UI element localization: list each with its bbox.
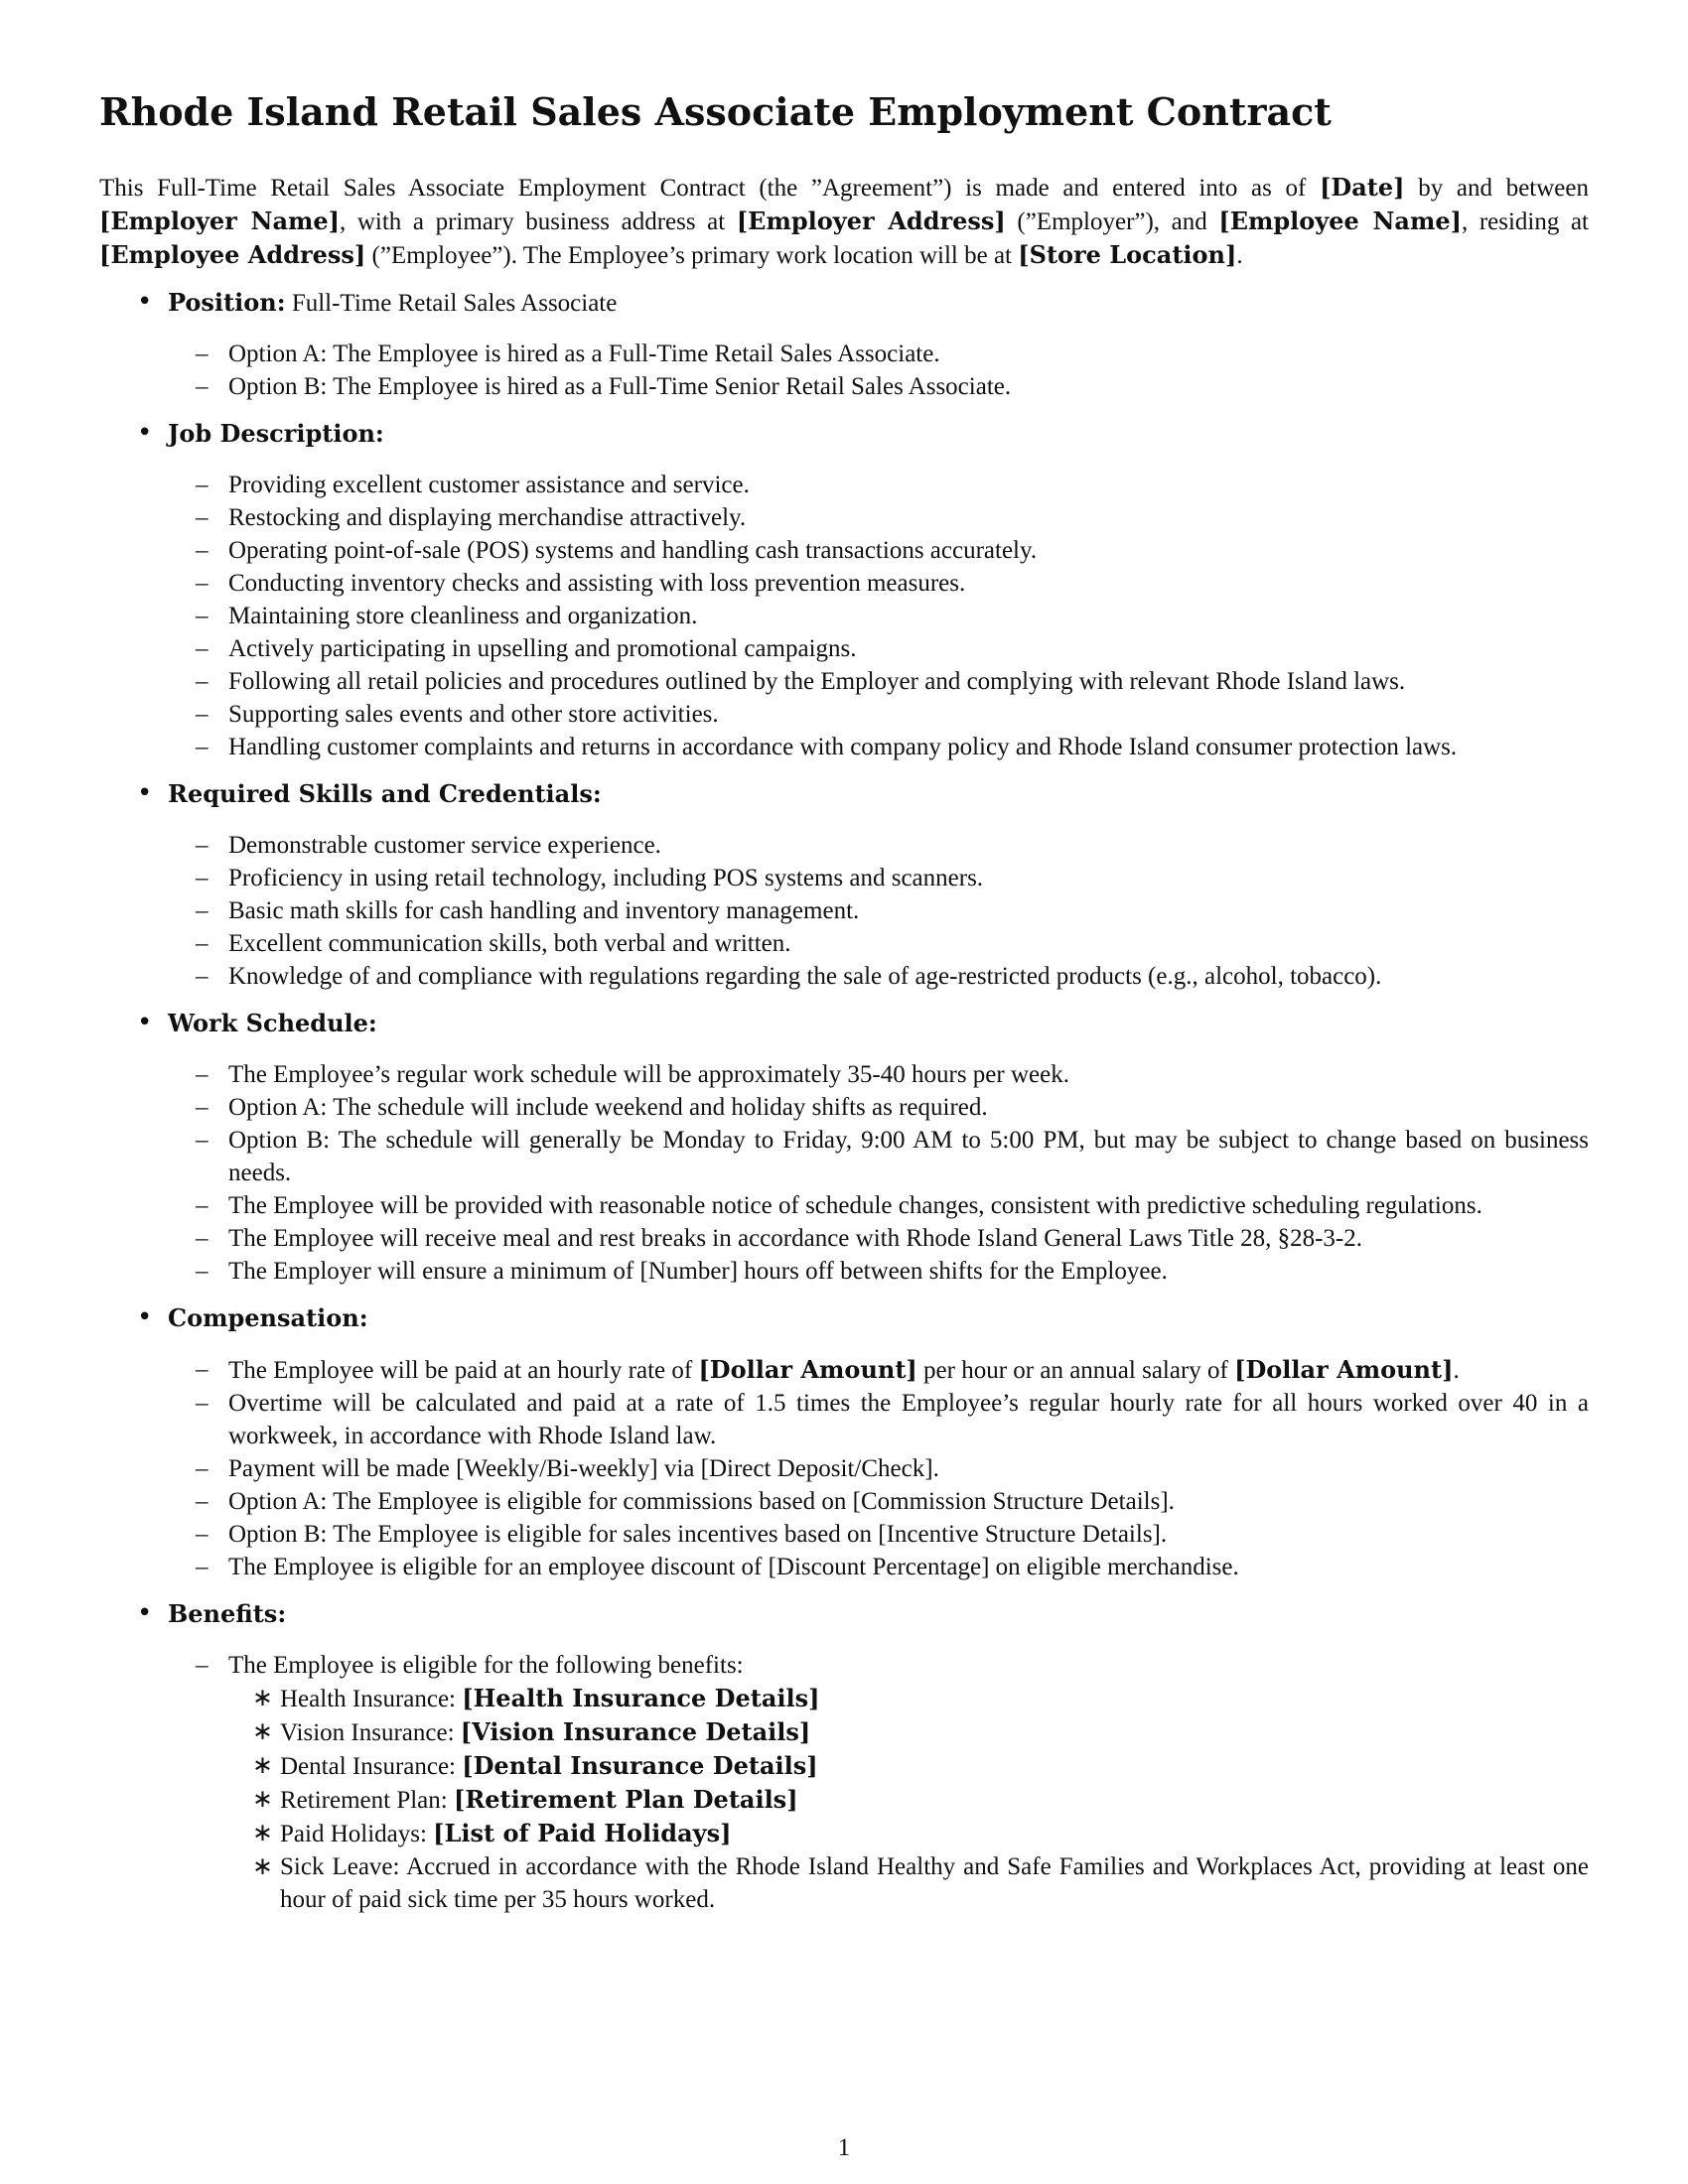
list-item: – The Employer will ensure a minimum of [Number] hours off between shifts for the Employee. [196,1257,1168,1285]
position-value: Full-Time Retail Sales Associate [285,289,618,317]
asterisk-icon: ∗ [252,1717,273,1745]
list-item: – Excellent communication skills, both verbal and written. [196,929,791,957]
section-position [99,286,1589,403]
list-item: – The Employee will be provided with reasonable notice of schedule changes, consistent with predictive scheduling regulations. [196,1191,1482,1219]
list-item: – Basic math skills for cash handling and inventory management. [196,896,860,924]
section-work-schedule [99,1007,1589,1288]
benefit-item: ∗ Paid Holidays: [List of Paid Holidays] [252,1818,732,1847]
list-item: – Option A: The schedule will include weekend and holiday shifts as required. [196,1093,988,1121]
section-heading: Benefits: [168,1598,287,1628]
employer-name-placeholder: [Employer Name] [99,205,341,235]
store-location-placeholder: [Store Location] [1018,239,1237,269]
list-item: – Providing excellent customer assistance and service. [196,471,750,498]
employee-name-placeholder: [Employee Name] [1218,205,1462,235]
list-item: – Option B: The schedule will generally be Monday to Friday, 9:00 AM to 5:00 PM, but may be subject to change based on business needs. [196,1126,1589,1186]
bullet-icon: • [137,1301,153,1332]
job-description-list [168,469,1589,763]
list-item: – Demonstrable customer service experience. [196,831,661,859]
bullet-icon: • [137,286,153,317]
compensation-list [168,1353,1589,1583]
list-item: – The Employee’s regular work schedule will be approximately 35-40 hours per week. [196,1060,1069,1088]
bullet-icon: • [137,417,153,448]
section-heading: Required Skills and Credentials: [168,778,602,808]
document-title: Rhode Island Retail Sales Associate Employment Contract [99,89,1332,134]
bullet-icon: • [137,1007,153,1037]
section-benefits [99,1597,1589,1916]
list-item: – The Employee is eligible for the following benefits: ∗ Health Insurance: [Health Insurance Details] ∗ Vision Insurance: [Vision Insurance Details] ∗ Dental Insurance: [Dental Insurance Details] ∗ Retirement Plan: [Retirement Plan Details] ∗ Paid Holidays: [List of Paid Holidays] ∗ Sick Leave: Accrued in accordance with the Rhode Island Healthy and Safe Families and Workplaces Act, providing at least one hour of paid sick time per 35 hours worked. [168,1649,1589,1916]
employee-address-placeholder: [Employee Address] [99,239,366,269]
list-item: – Payment will be made [Weekly/Bi-weekly] via [Direct Deposit/Check]. [196,1454,939,1482]
benefit-item: ∗ Vision Insurance: [Vision Insurance Details] [252,1716,811,1746]
section-compensation [99,1301,1589,1583]
asterisk-icon: ∗ [252,1819,273,1846]
hourly-rate-placeholder: [Dollar Amount] [698,1354,917,1384]
section-heading: Job Description: [168,418,384,448]
list-item: – Option B: The Employee is eligible for sales incentives based on [Incentive Structure Details]. [196,1520,1168,1548]
section-heading: Compensation: [168,1302,368,1332]
list-item: – Option B: The Employee is hired as a Full-Time Senior Retail Sales Associate. [196,372,1012,400]
list-item: – Conducting inventory checks and assisting with loss prevention measures. [196,569,966,597]
list-item: – The Employee will be paid at an hourly rate of [Dollar Amount] per hour or an annual salary of [Dollar Amount]. [196,1354,1460,1384]
list-item: – Operating point-of-sale (POS) systems and handling cash transactions accurately. [196,536,1038,564]
list-item: – Following all retail policies and procedures outlined by the Employer and complying with relevant Rhode Island laws. [196,667,1406,695]
asterisk-icon: ∗ [252,1751,273,1779]
section-heading: Position: [168,287,286,317]
contract-sections [99,286,1589,1916]
list-item: – The Employee will receive meal and rest breaks in accordance with Rhode Island General Laws Title 28, §28-3-2. [196,1224,1362,1252]
intro-paragraph: This Full-Time Retail Sales Associate Employment Contract (the ”Agreement”) is made and entered into as of [Date] by and between [Employer Name], with a primary business address at [Employer Address] (”Employer”), and [Employee Name], residing at [Employee Address] (”Employee”). The Employee’s primary work location will be at [Store Location]. [99,172,1589,269]
page-number: 1 [837,2134,851,2161]
list-item: – Restocking and displaying merchandise attractively. [196,503,747,531]
benefit-item: ∗ Dental Insurance: [Dental Insurance Details] [252,1750,818,1780]
list-item: – Overtime will be calculated and paid at a rate of 1.5 times the Employee’s regular hourly rate for all hours worked over 40 in a workweek, in accordance with Rhode Island law. [196,1389,1589,1449]
employer-address-placeholder: [Employer Address] [736,205,1006,235]
annual-salary-placeholder: [Dollar Amount] [1234,1354,1454,1384]
list-item: – Actively participating in upselling and promotional campaigns. [196,634,857,662]
bullet-icon: • [137,1597,153,1628]
benefit-item: ∗ Health Insurance: [Health Insurance Details] [252,1683,820,1712]
section-required-skills [99,777,1589,993]
asterisk-icon: ∗ [252,1852,273,1880]
document-page [99,89,1589,1930]
benefits-sublist [228,1682,1589,1916]
position-options [168,338,1589,403]
benefit-item: ∗ Retirement Plan: [Retirement Plan Details] [252,1784,798,1814]
section-job-description [99,417,1589,763]
list-item: – Knowledge of and compliance with regulations regarding the sale of age-restricted products (e.g., alcohol, tobacco). [196,962,1382,990]
list-item: – Supporting sales events and other store activities. [196,700,719,728]
schedule-list [168,1058,1589,1288]
benefits-list [168,1649,1589,1916]
asterisk-icon: ∗ [252,1684,273,1711]
list-item: – The Employee is eligible for an employee discount of [Discount Percentage] on eligible merchandise. [196,1553,1239,1580]
list-item: – Option A: The Employee is eligible for commissions based on [Commission Structure Details]. [196,1487,1175,1515]
list-item: – Option A: The Employee is hired as a Full-Time Retail Sales Associate. [196,340,940,367]
list-item: – Maintaining store cleanliness and organization. [196,602,698,629]
list-item: – Handling customer complaints and returns in accordance with company policy and Rhode Island consumer protection laws. [196,733,1458,760]
skills-list [168,829,1589,993]
list-item: – Proficiency in using retail technology, including POS systems and scanners. [196,864,984,891]
date-placeholder: [Date] [1320,172,1405,202]
bullet-icon: • [137,777,153,808]
benefit-item: ∗ Sick Leave: Accrued in accordance with the Rhode Island Healthy and Safe Families and Workplaces Act, providing at least one hour of paid sick time per 35 hours worked. [228,1850,1589,1916]
asterisk-icon: ∗ [252,1785,273,1813]
section-heading: Work Schedule: [168,1008,377,1037]
